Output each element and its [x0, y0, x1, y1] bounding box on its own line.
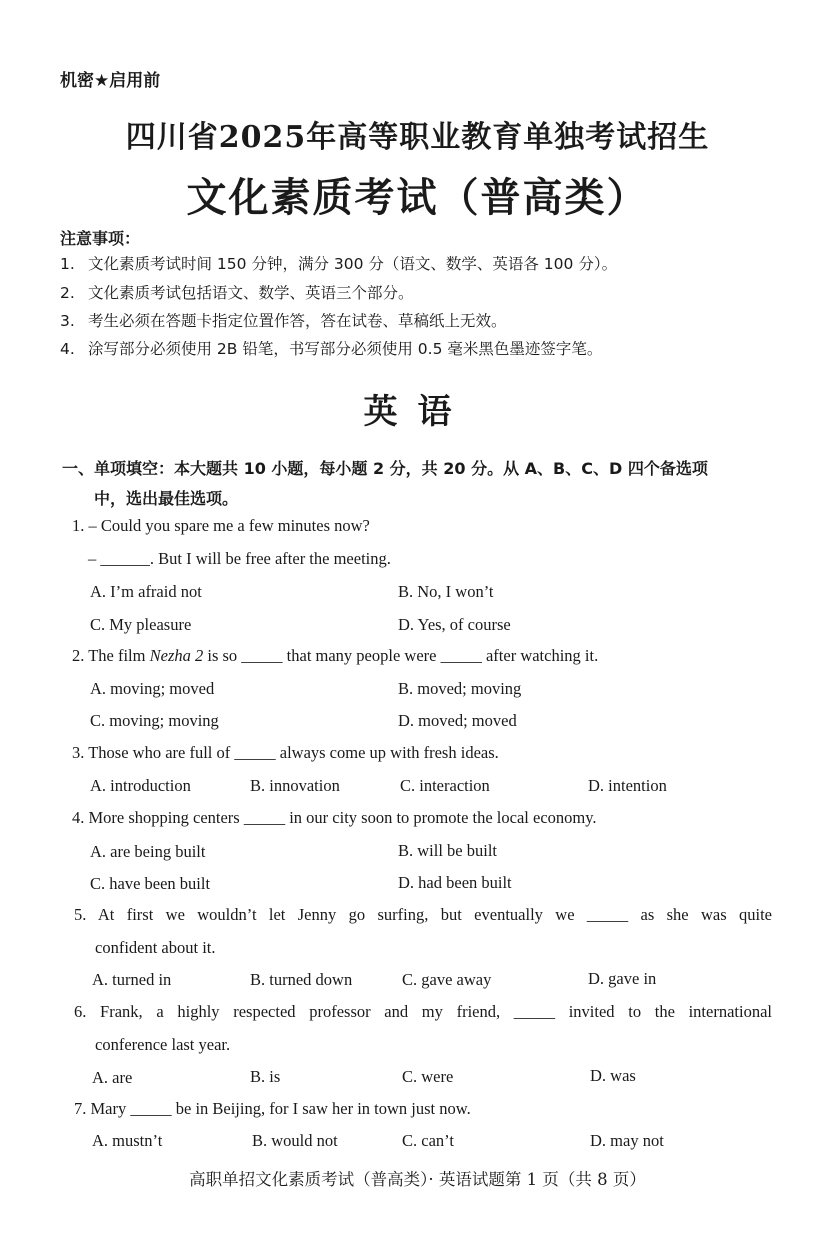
section-heading-line2: 中，选出最佳选项。 [94, 489, 239, 508]
option-b: B. turned down [250, 970, 353, 989]
option-d: D. gave in [588, 969, 657, 988]
note-text: 文化素质考试时间 150 分钟，满分 300 分（语文、数学、英语各 100 分）。 [88, 255, 618, 273]
note-number: 1. [60, 255, 75, 273]
stem-pre: 2. The film [72, 646, 150, 665]
question-stem: 7. Mary _____ be in Beijing, for I saw her in town just now. [74, 1099, 471, 1118]
option-d: D. was [590, 1066, 636, 1085]
subject-title: 英语 [363, 392, 472, 432]
question-stem: 3. Those who are full of _____ always come up with fresh ideas. [72, 743, 499, 762]
note-text: 文化素质考试包括语文、数学、英语三个部分。 [88, 284, 414, 302]
option-c: C. interaction [400, 776, 490, 795]
option-a: A. mustn’t [92, 1131, 163, 1150]
note-item [60, 252, 617, 274]
question-stem-cont: conference last year. [95, 1035, 231, 1054]
option-a: A. I’m afraid not [90, 582, 202, 601]
note-text: 考生必须在答题卡指定位置作答，答在试卷、草稿纸上无效。 [88, 312, 507, 330]
film-title: Nezha 2 [149, 646, 204, 665]
stem-post: is so _____ that many people were _____ after watching it. [203, 646, 599, 665]
option-c: C. have been built [90, 874, 211, 893]
question-stem: 5. At first we wouldn’t let Jenny go surfing, but eventually we _____ as she was quite [74, 905, 772, 924]
option-b: B. moved; moving [398, 679, 522, 698]
note-item [60, 309, 507, 331]
option-a: A. introduction [90, 776, 191, 795]
section-heading [62, 454, 782, 514]
note-number: 2. [60, 284, 75, 302]
question-stem: 6. Frank, a highly respected professor and my friend, _____ invited to the international [74, 1002, 772, 1021]
note-item [60, 281, 414, 303]
question-stem: 1. – Could you spare me a few minutes now? [72, 516, 370, 535]
note-text: 涂写部分必须使用 2B 铅笔，书写部分必须使用 0.5 毫米黑色墨迹签字笔。 [88, 340, 603, 358]
option-d: D. moved; moved [398, 711, 517, 730]
question-stem-cont: confident about it. [95, 938, 216, 957]
exam-subtitle: 文化素质考试（普高类） [186, 174, 649, 221]
option-c: C. were [402, 1067, 454, 1086]
option-a: A. are [92, 1068, 133, 1087]
option-c: C. My pleasure [90, 615, 192, 634]
option-d: D. intention [588, 776, 667, 795]
question-stem: 4. More shopping centers _____ in our city soon to promote the local economy. [72, 808, 597, 827]
page-footer: 高职单招文化素质考试（普高类）· 英语试题第 1 页（共 8 页） [189, 1170, 646, 1189]
option-a: A. are being built [90, 842, 206, 861]
option-d: D. may not [590, 1131, 664, 1150]
note-number: 4. [60, 340, 75, 358]
option-c: C. gave away [402, 970, 492, 989]
option-d: D. had been built [398, 873, 512, 892]
option-a: A. turned in [92, 970, 172, 989]
secret-label: 机密★启用前 [60, 71, 161, 91]
option-a: A. moving; moved [90, 679, 215, 698]
option-b: B. innovation [250, 776, 340, 795]
notes-heading: 注意事项： [60, 229, 141, 248]
section-heading-line1: 一、单项填空：本大题共 10 小题，每小题 2 分，共 20 分。从 A、B、C、D 四个备选项 [62, 459, 708, 478]
option-b: B. would not [252, 1131, 338, 1150]
note-number: 3. [60, 312, 75, 330]
option-b: B. is [250, 1067, 281, 1086]
question-stem [72, 646, 598, 666]
option-c: C. moving; moving [90, 711, 219, 730]
option-b: B. No, I won’t [398, 582, 494, 601]
note-item [60, 337, 602, 359]
question-stem-cont: – ______. But I will be free after the meeting. [88, 549, 391, 568]
exam-title: 四川省2025年高等职业教育单独考试招生 [125, 120, 710, 155]
option-d: D. Yes, of course [398, 615, 511, 634]
option-c: C. can’t [402, 1131, 454, 1150]
option-b: B. will be built [398, 841, 497, 860]
